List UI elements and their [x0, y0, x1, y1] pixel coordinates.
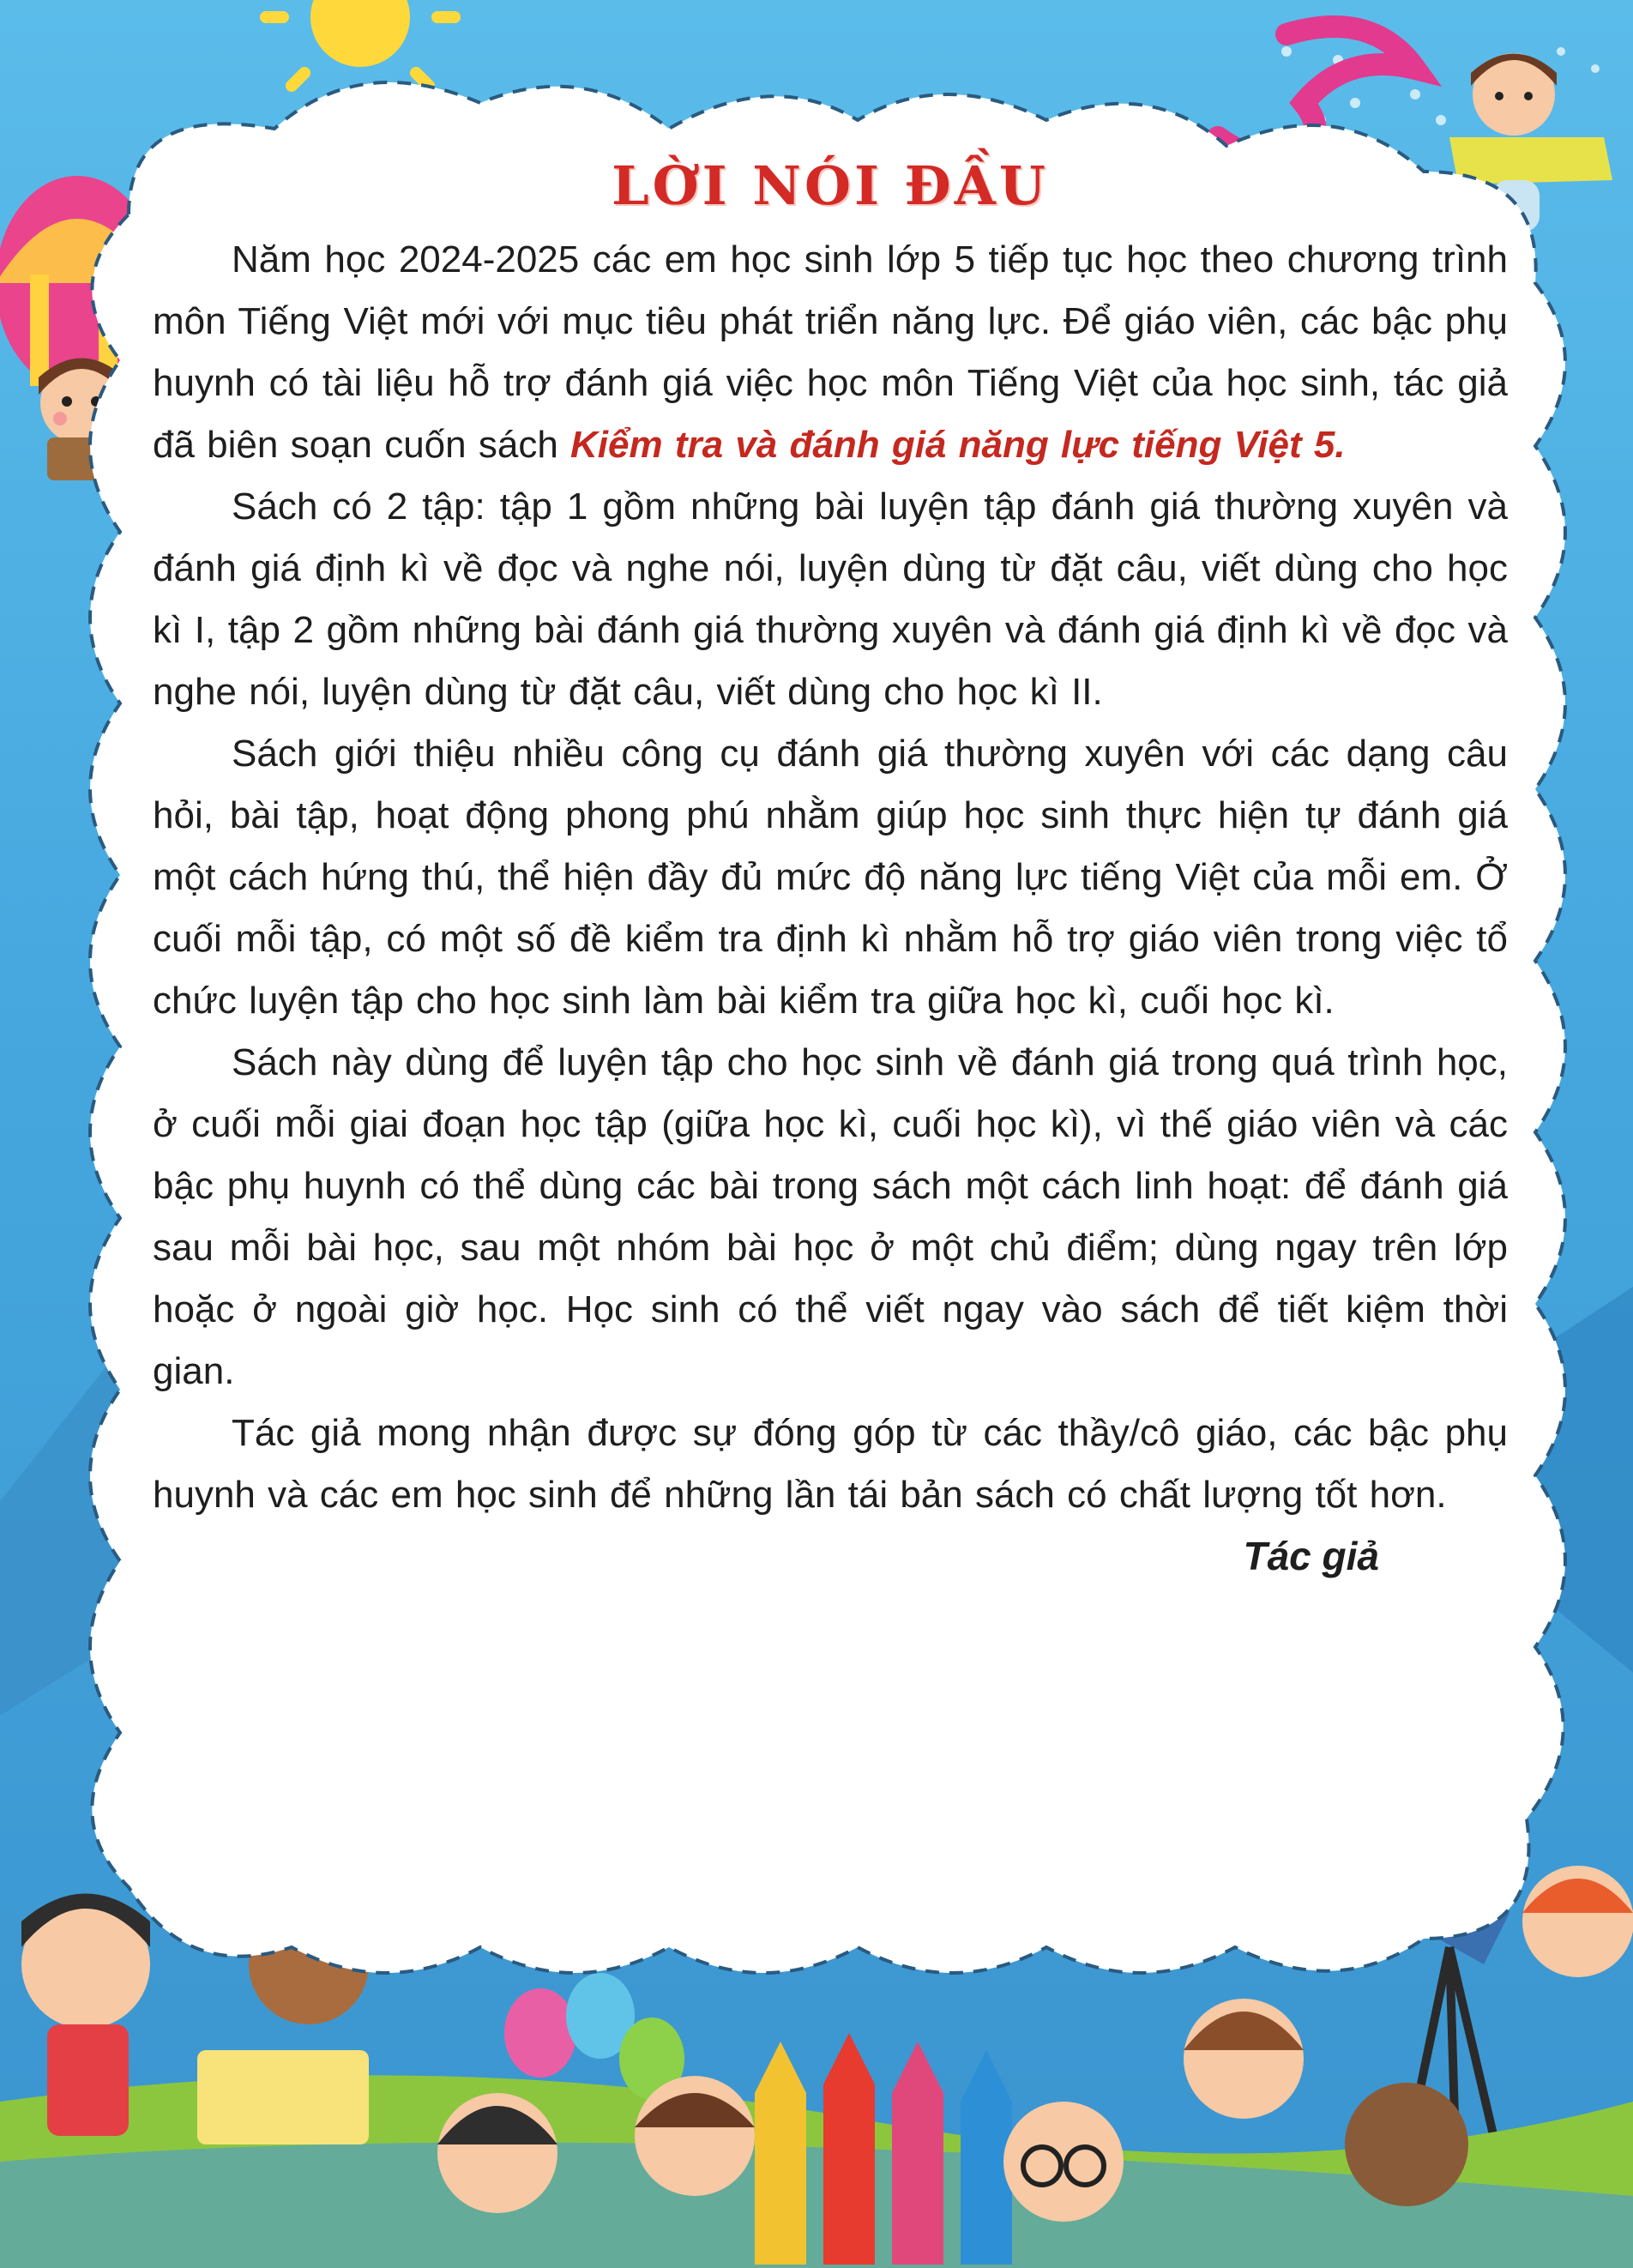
paragraph-1-text: Năm học 2024-2025 các em học sinh lớp 5 tiếp tục học theo chương trình môn Tiếng Việt mới với mục tiêu phát triển năng lực. Để giáo viên, các bậc phụ huynh có tài liệu hỗ trợ đánh giá việc học môn Tiếng Việt của học sinh, tác giả đã biên soạn cuốn sách [153, 238, 1508, 466]
page-title: LỜI NÓI ĐẦU [612, 154, 1049, 217]
author-signature: Tác giả [1243, 1534, 1379, 1578]
preface-content [153, 154, 1508, 1579]
paragraph-3: Sách giới thiệu nhiều công cụ đánh giá thường xuyên với các dạng câu hỏi, bài tập, hoạt động phong phú nhằm giúp học sinh thực hiện tự đánh giá một cách hứng thú, thể hiện đầy đủ mức độ năng lực tiếng Việt của mỗi em. Ở cuối mỗi tập, có một số đề kiểm tra định kì nhằm hỗ trợ giáo viên trong việc tổ chức luyện tập cho học sinh làm bài kiểm tra giữa học kì, cuối học kì. [153, 733, 1508, 1022]
paragraph-4: Sách này dùng để luyện tập cho học sinh về đánh giá trong quá trình học, ở cuối mỗi giai đoạn học tập (giữa học kì, cuối học kì), vì thế giáo viên và các bậc phụ huynh có thể dùng các bài trong sách một cách linh hoạt: để đánh giá sau mỗi bài học, sau một nhóm bài học ở một chủ điểm; dùng ngay trên lớp hoặc ở ngoài giờ học. Học sinh có thể viết ngay vào sách để tiết kiệm thời gian. [153, 1041, 1508, 1392]
paragraph-2: Sách có 2 tập: tập 1 gồm những bài luyện tập đánh giá thường xuyên và đánh giá định kì về đọc và nghe nói, luyện dùng từ đặt câu, viết dùng cho học kì I, tập 2 gồm những bài đánh giá thường xuyên và đánh giá định kì về đọc và nghe nói, luyện dùng từ đặt câu, viết dùng cho học kì II. [153, 486, 1508, 713]
paragraph-1 [153, 229, 1508, 476]
book-title: Kiểm tra và đánh giá năng lực tiếng Việt 5. [570, 424, 1346, 466]
paragraph-5: Tác giả mong nhận được sự đóng góp từ các thầy/cô giáo, các bậc phụ huynh và các em học sinh để những lần tái bản sách có chất lượng tốt hơn. [153, 1412, 1508, 1516]
